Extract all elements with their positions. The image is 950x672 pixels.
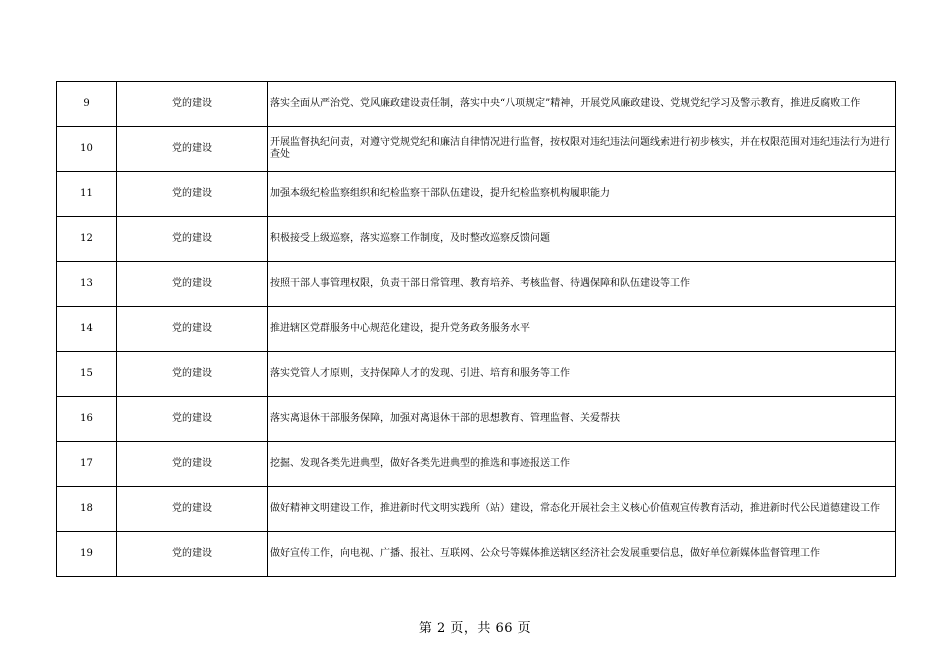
category-cell: 党的建设: [117, 217, 268, 262]
task-description-cell: 落实党管人才原则，支持保障人才的发现、引进、培育和服务等工作: [268, 352, 896, 397]
row-number-cell: 13: [57, 262, 117, 307]
category-cell: 党的建设: [117, 82, 268, 127]
category-cell: 党的建设: [117, 397, 268, 442]
table-row: [57, 307, 896, 352]
row-number-cell: 19: [57, 532, 117, 577]
table-row: [57, 82, 896, 127]
table-row: [57, 352, 896, 397]
row-number-cell: 10: [57, 127, 117, 172]
category-cell: 党的建设: [117, 262, 268, 307]
row-number-cell: 11: [57, 172, 117, 217]
task-description-cell: 推进辖区党群服务中心规范化建设，提升党务政务服务水平: [268, 307, 896, 352]
table-row: [57, 262, 896, 307]
task-description-cell: 做好宣传工作，向电视、广播、报社、互联网、公众号等媒体推送辖区经济社会发展重要信息，做好单位新媒体监督管理工作: [268, 532, 896, 577]
table-row: [57, 397, 896, 442]
table-row: [57, 127, 896, 172]
task-description-cell: 落实全面从严治党、党风廉政建设责任制，落实中央“八项规定”精神，开展党风廉政建设、党规党纪学习及警示教育，推进反腐败工作: [268, 82, 896, 127]
row-number-cell: 16: [57, 397, 117, 442]
task-description-cell: 积极接受上级巡察，落实巡察工作制度，及时整改巡察反馈问题: [268, 217, 896, 262]
row-number-cell: 18: [57, 487, 117, 532]
task-description-cell: 按照干部人事管理权限，负责干部日常管理、教育培养、考核监督、待遇保障和队伍建设等工作: [268, 262, 896, 307]
row-number-cell: 15: [57, 352, 117, 397]
category-cell: 党的建设: [117, 532, 268, 577]
task-description-cell: 加强本级纪检监察组织和纪检监察干部队伍建设，提升纪检监察机构履职能力: [268, 172, 896, 217]
category-cell: 党的建设: [117, 487, 268, 532]
task-description-cell: 落实离退休干部服务保障，加强对离退休干部的思想教育、管理监督、关爱帮扶: [268, 397, 896, 442]
task-description-cell: 开展监督执纪问责，对遵守党规党纪和廉洁自律情况进行监督，按权限对违纪违法问题线索进行初步核实，并在权限范围对违纪违法行为进行查处: [268, 127, 896, 172]
category-cell: 党的建设: [117, 352, 268, 397]
table-row: [57, 217, 896, 262]
category-cell: 党的建设: [117, 172, 268, 217]
category-cell: 党的建设: [117, 307, 268, 352]
task-description-cell: 挖掘、发现各类先进典型，做好各类先进典型的推选和事迹报送工作: [268, 442, 896, 487]
table-row: [57, 442, 896, 487]
row-number-cell: 12: [57, 217, 117, 262]
table-row: [57, 532, 896, 577]
table-row: [57, 487, 896, 532]
page-number-footer: 第 2 页，共 66 页: [418, 621, 532, 636]
row-number-cell: 17: [57, 442, 117, 487]
task-description-cell: 做好精神文明建设工作，推进新时代文明实践所（站）建设，常态化开展社会主义核心价值观宣传教育活动，推进新时代公民道德建设工作: [268, 487, 896, 532]
row-number-cell: 9: [57, 82, 117, 127]
category-cell: 党的建设: [117, 127, 268, 172]
category-cell: 党的建设: [117, 442, 268, 487]
table-row: [57, 172, 896, 217]
row-number-cell: 14: [57, 307, 117, 352]
duty-list-table: [56, 81, 896, 577]
table-body: [57, 82, 896, 577]
